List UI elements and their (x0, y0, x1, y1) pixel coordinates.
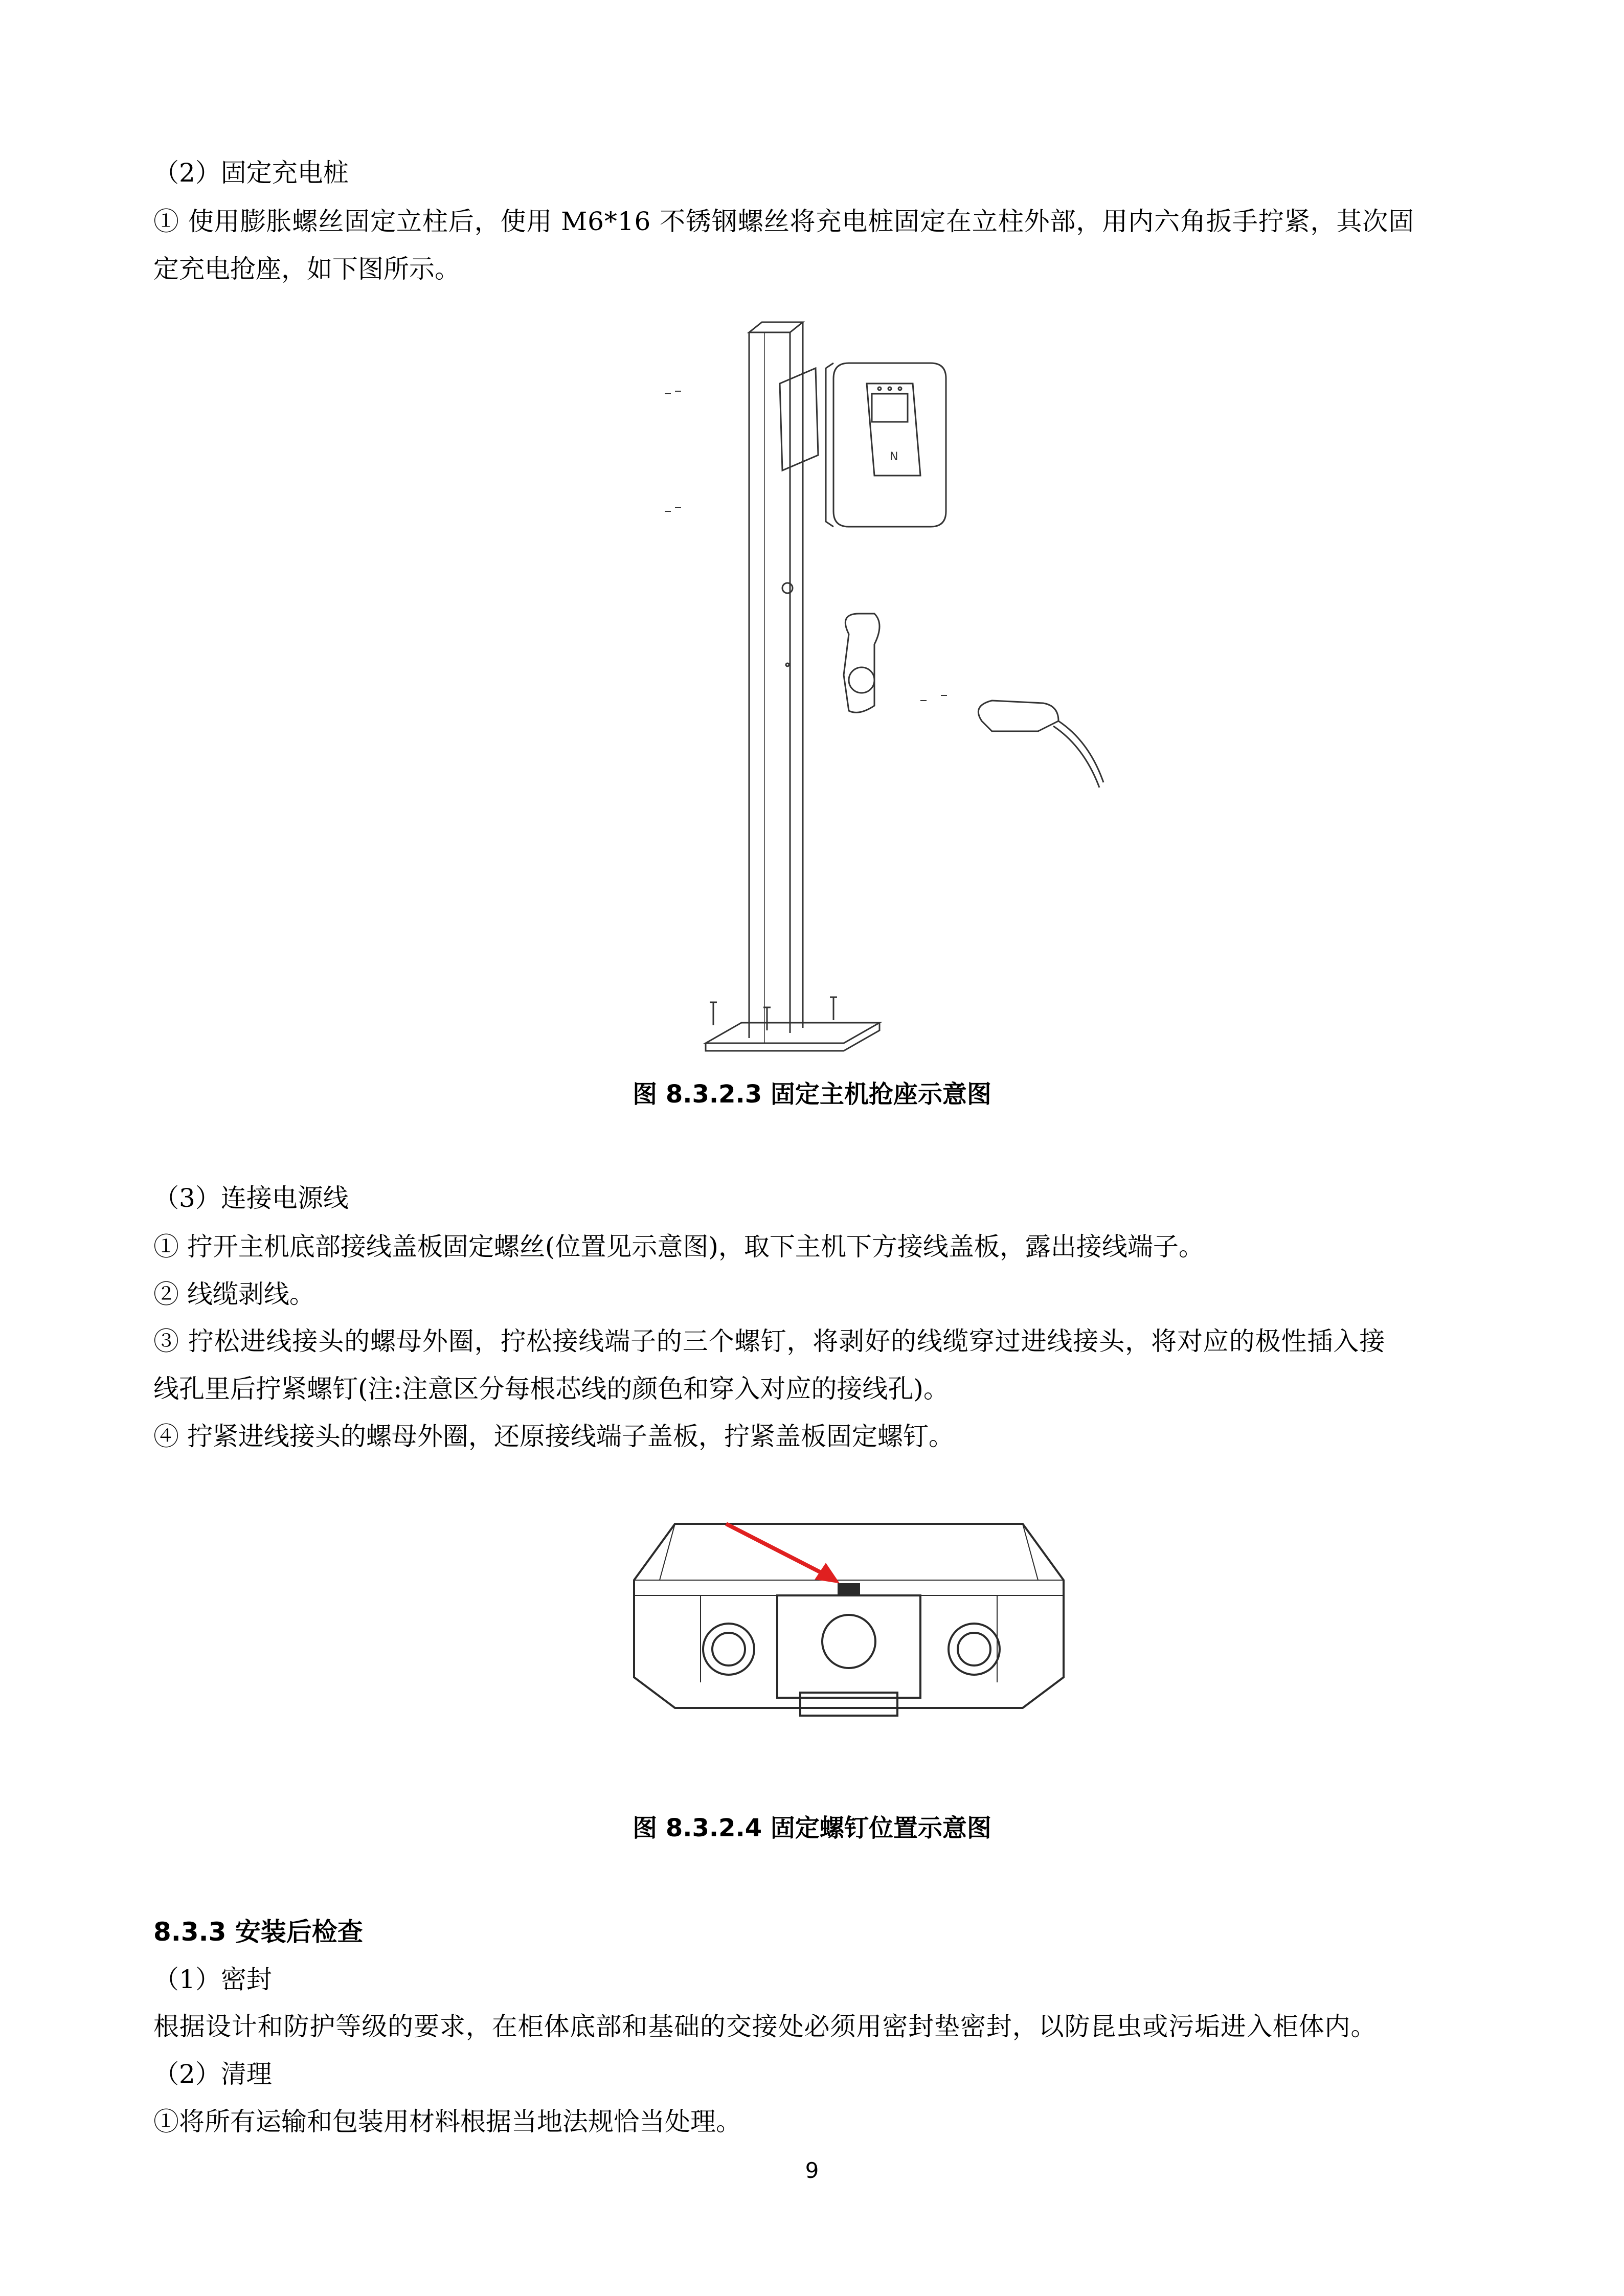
subsection-cleaning-title: （2）清理 (153, 2059, 272, 2089)
screw-position-diagram (624, 1503, 1074, 1769)
section-heading-8-3-3: 8.3.3 安装后检查 (153, 1917, 363, 1947)
svg-text:N: N (890, 451, 898, 463)
step-1-line-1: ① 使用膨胀螺丝固定立柱后，使用 M6*16 不锈钢螺丝将充电桩固定在立柱外部，用内六角扳手拧紧，其次固 (153, 207, 1415, 236)
pole-mount-diagram (634, 307, 1145, 1064)
red-arrow-icon (726, 1524, 839, 1583)
figure-caption-8-3-2-4: 图 8.3.2.4 固定螺钉位置示意图 (633, 1814, 991, 1842)
pole-illustration (706, 322, 879, 1051)
connect-step-2: ② 线缆剥线。 (153, 1279, 315, 1309)
connect-step-3-line-2: 线孔里后拧紧螺钉(注:注意区分每根芯线的颜色和穿入对应的接线孔)。 (153, 1374, 949, 1404)
connect-step-1: ① 拧开主机底部接线盖板固定螺丝(位置见示意图)，取下主机下方接线盖板，露出接线端子。 (153, 1232, 1204, 1262)
subsection-sealing-title: （1）密封 (153, 1965, 272, 1994)
section-title-fix-charger: （2）固定充电桩 (153, 158, 349, 188)
screw-icons (665, 391, 947, 701)
connect-step-4: ④ 拧紧进线接头的螺母外圈，还原接线端子盖板，拧紧盖板固定螺钉。 (153, 1422, 954, 1451)
step-1-line-2: 定充电抢座，如下图所示。 (153, 254, 460, 284)
charging-gun-illustration (978, 701, 1103, 787)
anchor-bolt-icons (710, 997, 837, 1030)
gun-holster-illustration (844, 614, 879, 712)
charger-unit-illustration (826, 363, 946, 527)
subsection-sealing-text: 根据设计和防护等级的要求，在柜体底部和基础的交接处必须用密封垫密封，以防昆虫或污垢进入柜体内。 (153, 2012, 1377, 2041)
charger-bottom-illustration (634, 1524, 1064, 1716)
subsection-cleaning-text: ①将所有运输和包装用材料根据当地法规恰当处理。 (153, 2107, 741, 2136)
fixing-screw (839, 1584, 859, 1594)
section-title-connect-power: （3）连接电源线 (153, 1183, 349, 1213)
figure-caption-8-3-2-3: 图 8.3.2.3 固定主机抢座示意图 (633, 1080, 991, 1109)
connect-step-3-line-1: ③ 拧松进线接头的螺母外圈，拧松接线端子的三个螺钉，将剥好的线缆穿过进线接头，将对应的极性插入接 (153, 1326, 1386, 1356)
page-number: 9 (805, 2158, 819, 2183)
